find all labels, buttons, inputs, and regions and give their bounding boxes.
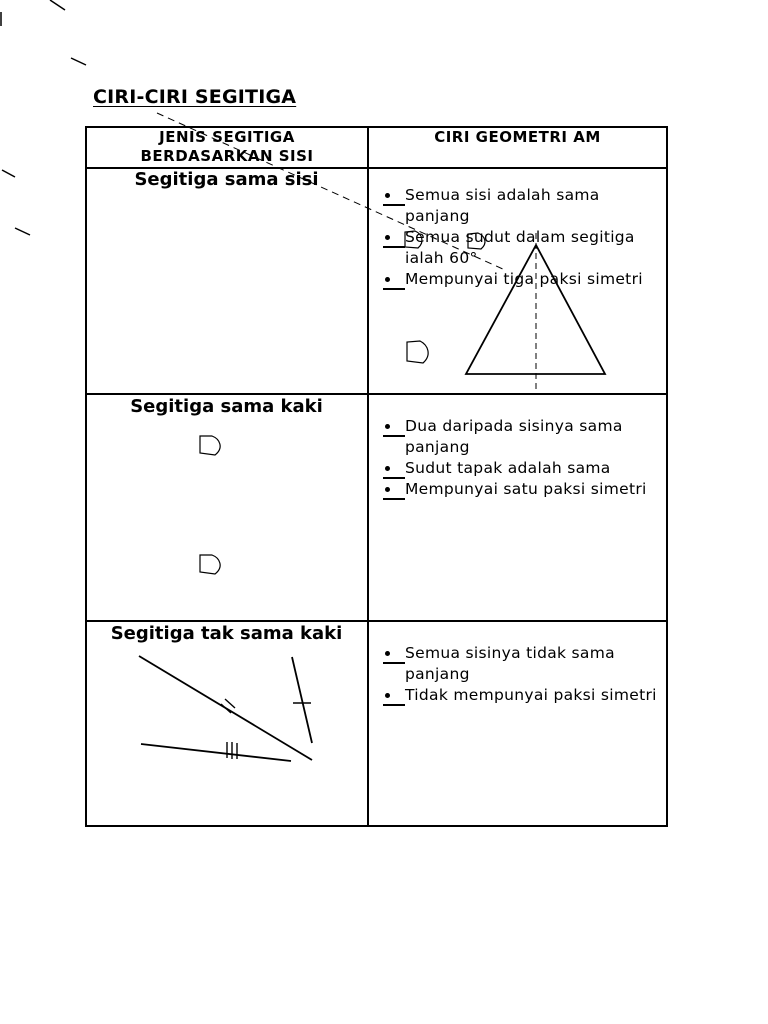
stray-mark [2, 170, 15, 177]
triangle-type-label: Segitiga sama kaki [130, 396, 323, 417]
angle-arc-mark [200, 555, 220, 574]
feature-item: Semua sudut dalam segitiga ialah 60° [383, 227, 663, 269]
page-title: CIRI-CIRI SEGITIGA [93, 86, 297, 108]
feature-item: Dua daripada sisinya sama panjang [383, 416, 663, 458]
equilateral-triangle-diagram [466, 233, 605, 390]
dashed-construction-line [157, 113, 505, 270]
scalene-side [141, 744, 291, 761]
feature-item: Sudut tapak adalah sama [383, 458, 663, 479]
column-header-features: CIRI GEOMETRI AM [434, 128, 601, 146]
angle-arc-mark [405, 231, 422, 248]
angle-arc-mark [468, 233, 485, 249]
feature-item: Semua sisi adalah sama panjang [383, 185, 663, 227]
angle-arc-mark [407, 341, 428, 363]
stray-mark [71, 58, 86, 65]
feature-item: Semua sisinya tidak sama panjang [383, 643, 663, 685]
stray-marks [1, 0, 86, 235]
angle-marks [200, 231, 485, 574]
side-tick-marks [221, 699, 311, 759]
triangle-type-label: Segitiga sama sisi [134, 169, 319, 190]
double-tick-mark [225, 699, 235, 708]
double-tick-mark [221, 704, 231, 713]
stray-mark [50, 0, 65, 10]
stray-mark [15, 228, 30, 235]
triangle-type-label: Segitiga tak sama kaki [110, 623, 343, 644]
angle-arc-mark [200, 436, 220, 455]
feature-item: Mempunyai satu paksi simetri [383, 479, 663, 500]
feature-item: Mempunyai tiga paksi simetri [383, 269, 663, 290]
scalene-side [292, 657, 312, 743]
feature-item: Tidak mempunyai paksi simetri [383, 685, 663, 706]
column-header-type: JENIS SEGITIGA BERDASARKAN SISI [140, 128, 314, 165]
